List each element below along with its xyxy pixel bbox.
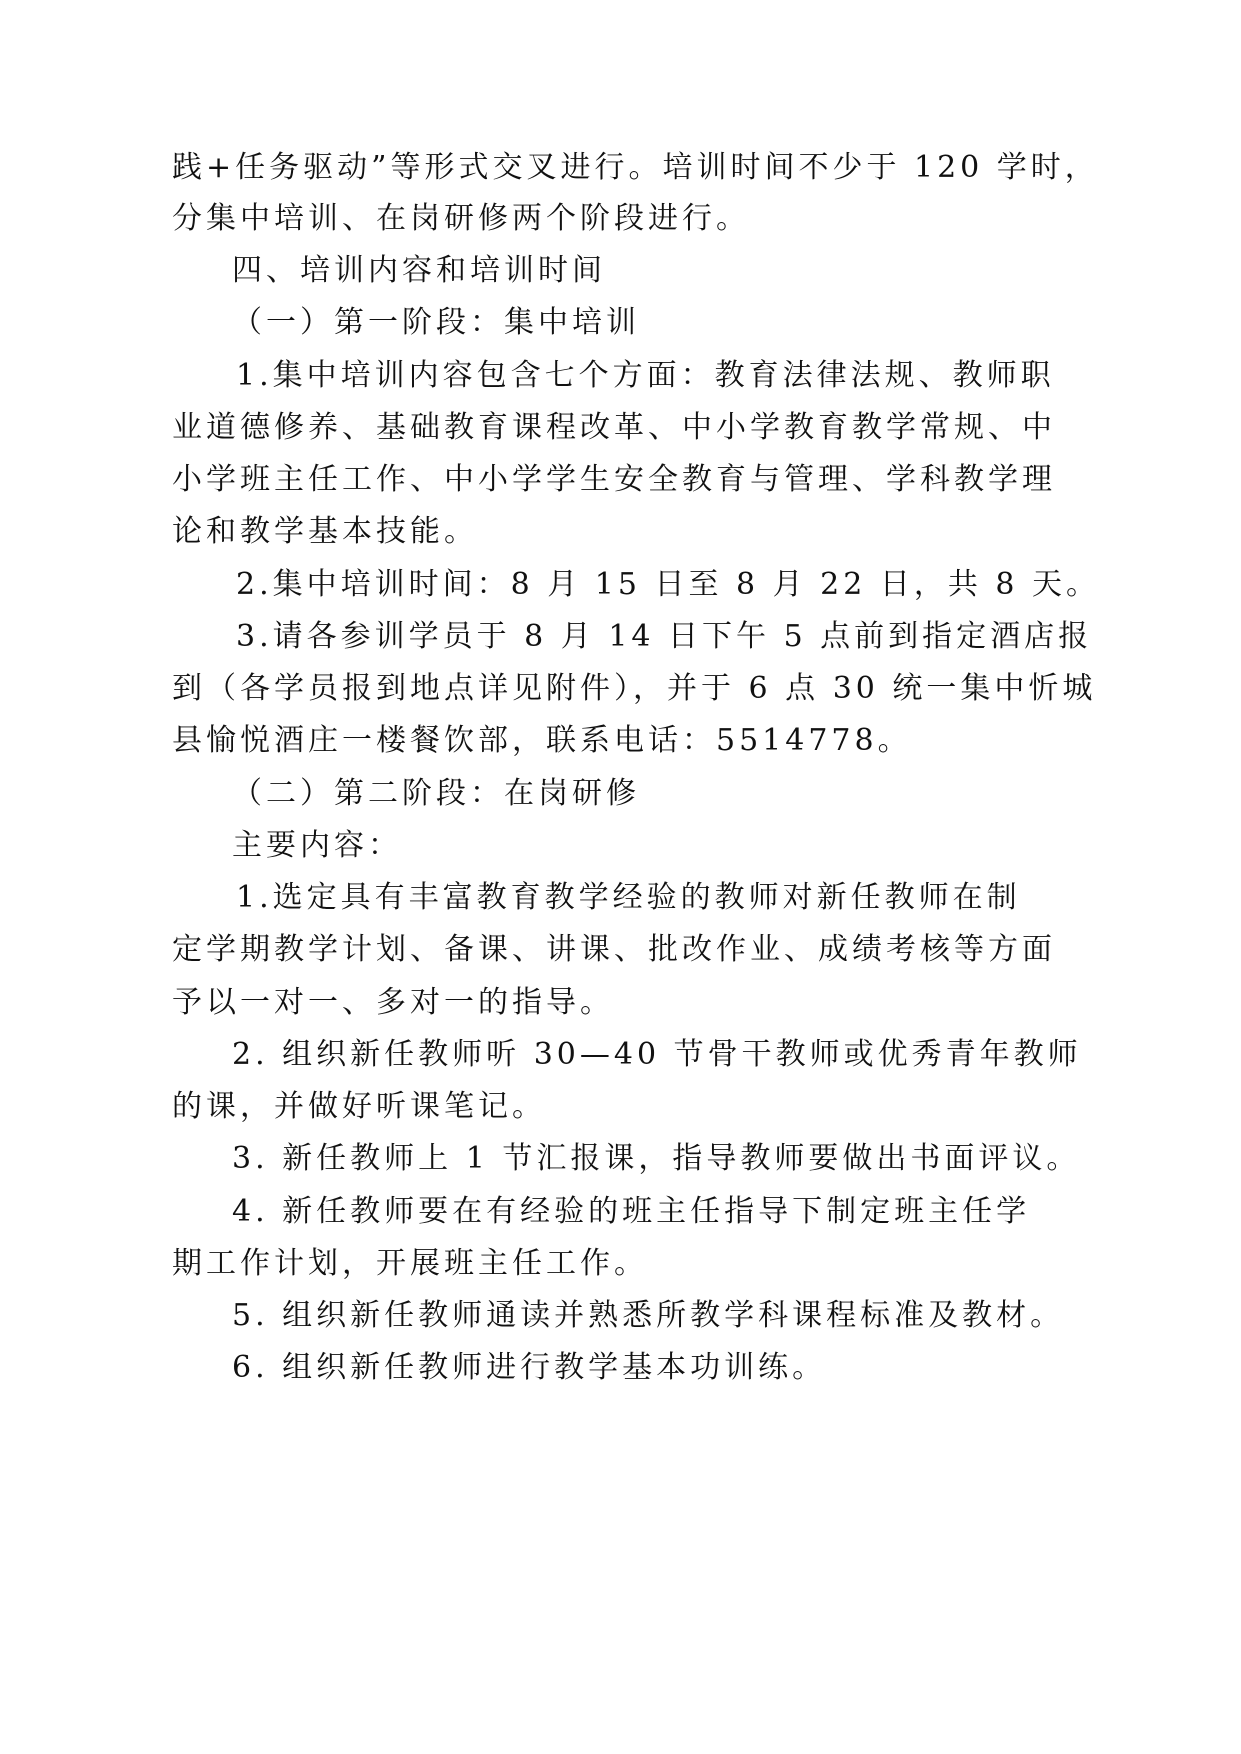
section-heading: 四、培训内容和培训时间 xyxy=(232,253,606,288)
paragraph-line: 2.集中培训时间：8 月 15 日至 8 月 22 日，共 8 天。 xyxy=(236,567,1101,602)
subsection-heading: （二）第二阶段：在岗研修 xyxy=(232,776,640,811)
paragraph-line: 小学班主任工作、中小学学生安全教育与管理、学科教学理 xyxy=(172,462,1056,497)
paragraph-line: 期工作计划，开展班主任工作。 xyxy=(172,1246,648,1281)
paragraph-line: 4. 新任教师要在有经验的班主任指导下制定班主任学 xyxy=(232,1194,1031,1229)
paragraph-line: 县愉悦酒庄一楼餐饮部，联系电话：5514778。 xyxy=(172,723,912,758)
paragraph-line: 1.选定具有丰富教育教学经验的教师对新任教师在制 xyxy=(236,880,1021,915)
paragraph-line: 践+任务驱动”等形式交叉进行。培训时间不少于 120 学时， xyxy=(172,150,1099,185)
subsection-heading: （一）第一阶段：集中培训 xyxy=(232,305,640,340)
paragraph-line: 2. 组织新任教师听 30—40 节骨干教师或优秀青年教师 xyxy=(232,1037,1082,1072)
paragraph-line: 5. 组织新任教师通读并熟悉所教学科课程标准及教材。 xyxy=(232,1298,1065,1333)
paragraph-line: 6. 组织新任教师进行教学基本功训练。 xyxy=(232,1350,827,1385)
paragraph-line: 予以一对一、多对一的指导。 xyxy=(172,985,614,1020)
paragraph-line: 主要内容： xyxy=(232,828,402,863)
paragraph-line: 业道德修养、基础教育课程改革、中小学教育教学常规、中 xyxy=(172,410,1056,445)
paragraph-line: 3.请各参训学员于 8 月 14 日下午 5 点前到指定酒店报 xyxy=(236,619,1093,654)
paragraph-line: 的课，并做好听课笔记。 xyxy=(172,1089,546,1124)
paragraph-line: 到（各学员报到地点详见附件），并于 6 点 30 统一集中忻城 xyxy=(172,671,1097,706)
paragraph-line: 1.集中培训内容包含七个方面：教育法律法规、教师职 xyxy=(236,358,1055,393)
paragraph-line: 分集中培训、在岗研修两个阶段进行。 xyxy=(172,201,750,236)
paragraph-line: 3. 新任教师上 1 节汇报课，指导教师要做出书面评议。 xyxy=(232,1141,1081,1176)
paragraph-line: 定学期教学计划、备课、讲课、批改作业、成绩考核等方面 xyxy=(172,932,1056,967)
paragraph-line: 论和教学基本技能。 xyxy=(172,514,478,549)
